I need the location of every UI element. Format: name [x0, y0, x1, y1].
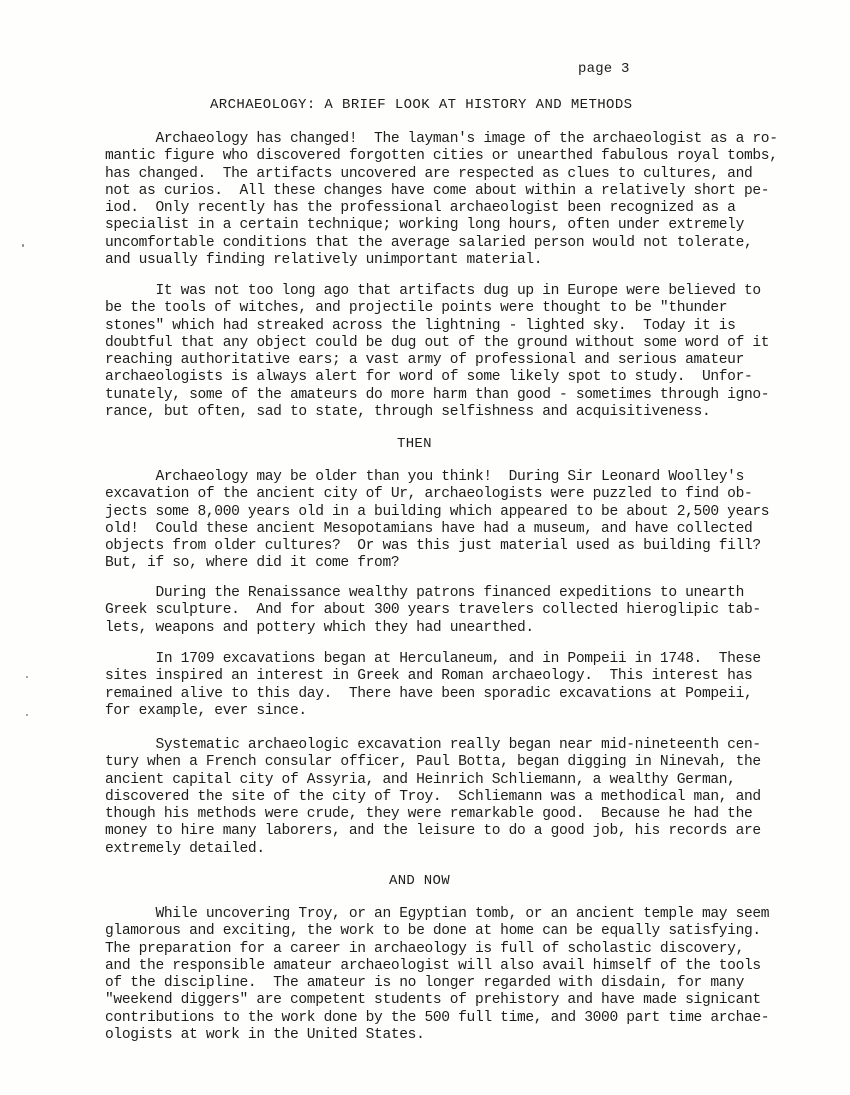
document-title: ARCHAEOLOGY: A BRIEF LOOK AT HISTORY AND METHODS [210, 97, 633, 113]
paragraph-amateur-archaeologist: While uncovering Troy, or an Egyptian tomb, or an ancient temple may seem glamorous and exciting, the work to be done at home can be equally satisfying. The preparation for a career in archaeology is full of scholastic discovery, and the responsible amateur archaeologist will also avail himself of the tools of the discipline. The amateur is no longer regarded with disdain, for many "weekend diggers" are competent students of prehistory and have made signicant contributions to the work done by the 500 full time, and 3000 part time archae- ologists at work in the United States. [105, 906, 770, 1044]
scan-speck [26, 676, 28, 678]
paragraph-ur-excavation: Archaeology may be older than you think! During Sir Leonard Woolley's excavation of the ancient city of Ur, archaeologists were puzzled to find ob- jects some 8,000 years old in a building which appeared to be about 2,500 years old! Could these ancient Mesopotamians have had a museum, and have collected objects from older cultures? Or was this just material used as building fill? But, if so, where did it come from? [105, 469, 770, 572]
section-heading-then: THEN [397, 436, 432, 452]
paragraph-systematic-excavation: Systematic archaeologic excavation really began near mid-nineteenth cen- tury when a French consular officer, Paul Botta, began digging in Ninevah, the ancient capital city of Assyria, and Heinrich Schliemann, a wealthy German, discovered the site of the city of Troy. Schliemann was a methodical man, and though his methods were crude, they were remarkable good. Because he had the money to hire many laborers, and the leisure to do a good job, his records are extremely detailed. [105, 737, 761, 857]
section-heading-and-now: AND NOW [389, 873, 450, 889]
paragraph-renaissance: During the Renaissance wealthy patrons financed expeditions to unearth Greek sculpture. And for about 300 years travelers collected hieroglipic tab- lets, weapons and pottery which they had unearthed. [105, 585, 761, 636]
page-number: page 3 [578, 61, 630, 77]
paragraph-intro: Archaeology has changed! The layman's image of the archaeologist as a ro- mantic figure who discovered forgotten cities or unearthed fabulous royal tombs, has changed. The artifacts uncovered are respected as clues to cultures, and not as curios. All these changes have come about within a relatively short pe- iod. Only recently has the professional archaeologist been recognized as a specialist in a certain technique; working long hours, often under extremely uncomfortable conditions that the average salaried person would not tolerate, and usually finding relatively unimportant material. [105, 131, 778, 269]
paragraph-artifacts-history: It was not too long ago that artifacts dug up in Europe were believed to be the tools of witches, and projectile points were thought to be "thunder stones" which had streaked across the lightning - lighted sky. Today it is doubtful that any object could be dug out of the ground without some word of it reaching authoritative ears; a vast army of professional and serious amateur archaeologists is always alert for word of some likely spot to study. Unfor- tunately, some of the amateurs do more harm than good - sometimes through igno- rance, but often, sad to state, through selfishness and acquisitiveness. [105, 283, 770, 421]
scan-speck [26, 714, 28, 716]
scan-speck [22, 244, 24, 247]
paragraph-herculaneum-pompeii: In 1709 excavations began at Herculaneum, and in Pompeii in 1748. These sites inspired an interest in Greek and Roman archaeology. This interest has remained alive to this day. There have been sporadic excavations at Pompeii, for example, ever since. [105, 651, 761, 719]
